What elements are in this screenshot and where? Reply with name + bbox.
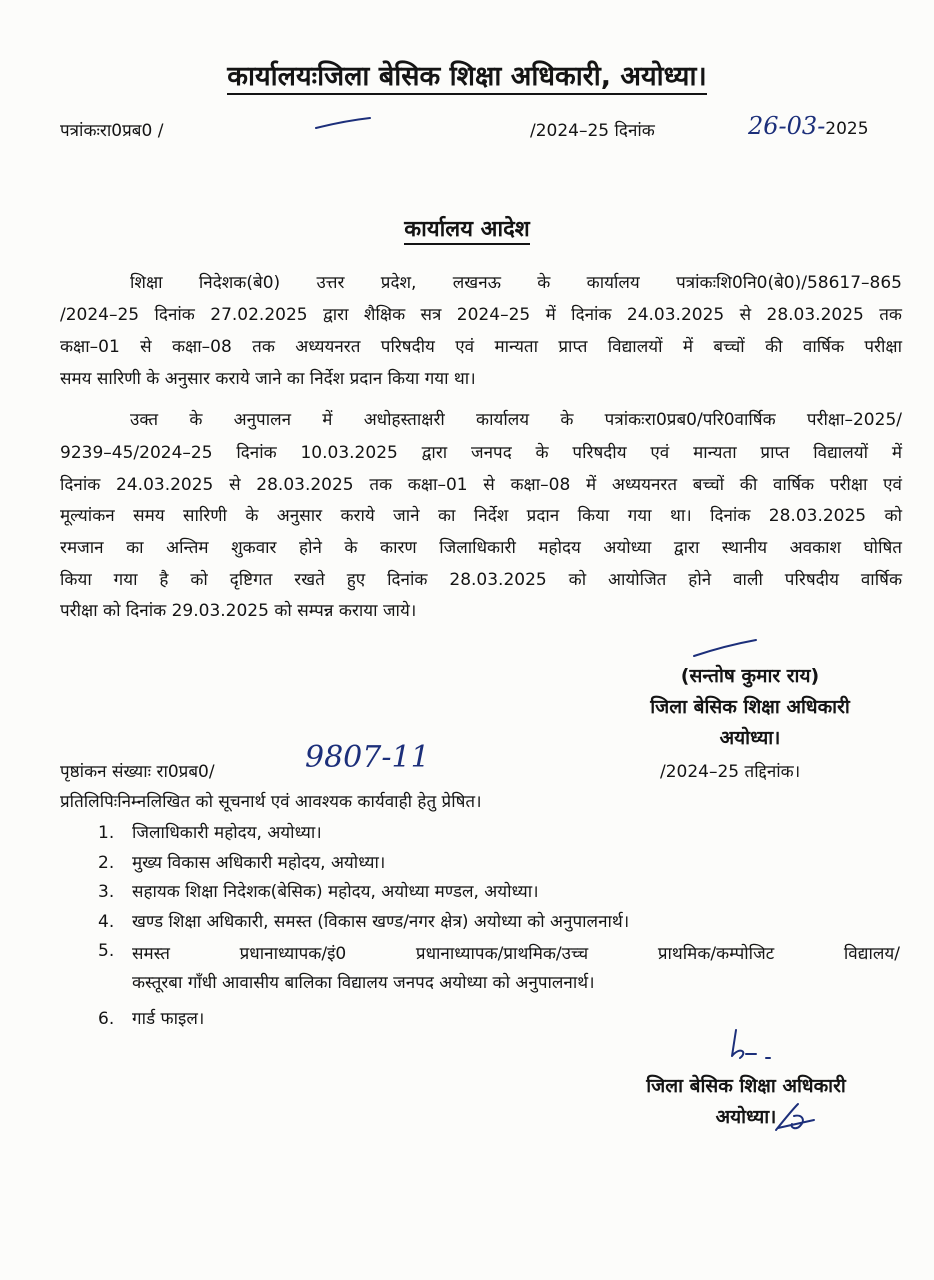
handwritten-date: 26-03-2025 [748, 112, 869, 140]
para2-line: रमजान का अन्तिम शुकवार होने के कारण जिलाधिकारी महोदय अयोध्या द्वारा स्थानीय अवकाश घोषित [60, 538, 902, 558]
list-item: 6. गार्ड फाइल। [98, 1009, 205, 1029]
signatory2-designation: जिला बेसिक शिक्षा अधिकारी [646, 1075, 846, 1097]
order-heading: कार्यालय आदेश [0, 213, 934, 243]
ref-year-date-label: /2024–25 दिनांक [530, 121, 655, 141]
handwritten-endorsement-number: 9807-11 [305, 740, 430, 775]
signature-mark [690, 636, 760, 662]
list-item: 5. समस्त प्रधानाध्यापक/इं0 प्रधानाध्यापक/प्राथमिक/उच्च प्राथमिक/कम्पोजिट विद्यालय/ [98, 941, 900, 964]
handwritten-flourish [770, 1096, 820, 1136]
para2-line: दिनांक 24.03.2025 से 28.03.2025 तक कक्षा–01 से कक्षा–08 में अध्ययनरत बच्चों की वार्षिक परीक्षा एवं [60, 475, 902, 495]
para2-line: किया गया है को दृष्टिगत रखते हुए दिनांक 28.03.2025 को आयोजित होने वाली परिषदीय वार्षिक [60, 570, 902, 590]
signatory2-place: अयोध्या। [715, 1106, 777, 1128]
signatory-place: अयोध्या। [719, 727, 781, 749]
list-item: 4. खण्ड शिक्षा अधिकारी, समस्त (विकास खण्ड/नगर क्षेत्र) अयोध्या को अनुपालनार्थ। [98, 912, 630, 932]
ref-number-label: पत्रांकःरा0प्रब0 / [60, 121, 164, 141]
signatory-designation: जिला बेसिक शिक्षा अधिकारी [650, 696, 850, 718]
signatory-name: (सन्तोष कुमार राय) [680, 665, 820, 687]
para1-line: शिक्षा निदेशक(बे0) उत्तर प्रदेश, लखनऊ के कार्यालय पत्रांकःशि0नि0(बे0)/58617–865 [130, 273, 902, 293]
office-title: कार्यालयःजिला बेसिक शिक्षा अधिकारी, अयोध्या। [0, 56, 934, 93]
list-item: 2. मुख्य विकास अधिकारी महोदय, अयोध्या। [98, 853, 386, 873]
para1-line: कक्षा–01 से कक्षा–08 तक अध्ययनरत परिषदीय एवं मान्यता प्राप्त विद्यालयों में बच्चों की वार्षिक परीक्षा [60, 337, 902, 357]
para1-line: समय सारिणी के अनुसार कराये जाने का निर्देश प्रदान किया गया था। [60, 369, 476, 389]
list-item: 3. सहायक शिक्षा निदेशक(बेसिक) महोदय, अयोध्या मण्डल, अयोध्या। [98, 882, 539, 902]
para2-line: मूल्यांकन समय सारिणी के अनुसार कराये जाने का निर्देश प्रदान किया गया था। दिनांक 28.03.2025 को [60, 506, 902, 526]
para2-line: 9239–45/2024–25 दिनांक 10.03.2025 द्वारा जनपद के परिषदीय एवं मान्यता प्राप्त विद्यालयों में [60, 443, 902, 463]
para2-line: उक्त के अनुपालन में अधोहस्ताक्षरी कार्यालय के पत्रांकःरा0प्रब0/परि0वार्षिक परीक्षा–2025/ [130, 410, 902, 430]
handwritten-stroke [312, 114, 374, 134]
list-item: 1. जिलाधिकारी महोदय, अयोध्या। [98, 823, 322, 843]
para1-line: /2024–25 दिनांक 27.02.2025 द्वारा शैक्षिक सत्र 2024–25 में दिनांक 24.03.2025 से 28.03.2025 तक [60, 305, 902, 325]
list-item-continuation: कस्तूरबा गाँधी आवासीय बालिका विद्यालय जनपद अयोध्या को अनुपालनार्थ। [132, 973, 595, 993]
copy-to-line: प्रतिलिपिःनिम्नलिखित को सूचनार्थ एवं आवश्यक कार्यवाही हेतु प्रेषित। [60, 792, 482, 812]
para2-line: परीक्षा को दिनांक 29.03.2025 को सम्पन्न कराया जाये। [60, 601, 417, 621]
initials-signature [722, 1024, 782, 1064]
endorsement-label: पृष्ठांकन संख्याः रा0प्रब0/ [60, 762, 215, 782]
endorsement-year-date: /2024–25 तद्दिनांक। [660, 762, 801, 782]
